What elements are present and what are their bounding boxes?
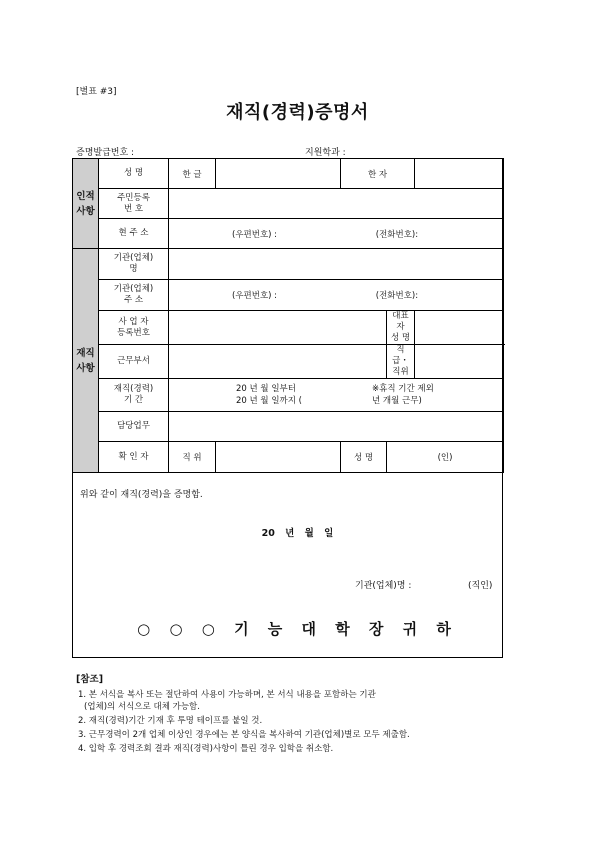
official-seal-label: (직인) — [468, 581, 493, 591]
employment-period-label-line2: 기 간 — [123, 395, 144, 405]
period-note-line1: ※휴직 기간 제외 — [372, 384, 434, 394]
work-section-header: 재직사항 — [73, 249, 99, 473]
ceo-name-label-line1: 대표자 — [392, 311, 409, 332]
business-number-label-line2: 등록번호 — [117, 327, 150, 338]
department-field[interactable] — [169, 345, 387, 379]
confirmer-name-field[interactable] — [387, 442, 504, 473]
page-title: 재직(경력)증명서 — [226, 102, 369, 123]
note-item: 1. 본 서식을 복사 또는 절단하여 사용이 가능하며, 본 서식 내용을 포함하는 기관 — [78, 690, 376, 700]
org-address-field[interactable] — [169, 280, 504, 311]
org-postal-code-label: (우편번호) : — [232, 291, 278, 301]
hanja-name-field[interactable] — [415, 159, 504, 189]
postal-code-label: (우편번호) : — [232, 229, 278, 240]
employment-period-field[interactable] — [169, 379, 504, 412]
rrn-label-line2: 번 호 — [123, 203, 144, 214]
org-address-label — [99, 280, 169, 311]
rrn-label-line1: 주민등록 — [117, 192, 150, 203]
org-address-label-line2: 주 소 — [123, 295, 144, 305]
org-name-label-line1: 기관(업체) — [113, 253, 154, 263]
note-item: 3. 근무경력이 2개 업체 이상인 경우에는 본 양식을 복사하여 기관(업체)별로 모두 제출함. — [78, 730, 410, 740]
hangul-name-field[interactable] — [216, 159, 341, 189]
note-item: 4. 입학 후 경력조회 결과 재직(경력)사항이 틀린 경우 입학을 취소함. — [78, 744, 334, 754]
org-address-label-line1: 기관(업체) — [113, 284, 154, 294]
issuing-org-label: 기관(업체)명 : — [355, 581, 412, 591]
confirmer-seal-label: (인) — [437, 453, 453, 463]
position-field[interactable] — [216, 442, 341, 473]
business-number-label — [99, 311, 169, 345]
org-name-label-line2: 명 — [129, 264, 138, 274]
business-number-label-line1: 사 업 자 — [118, 316, 149, 327]
certificate-form — [72, 158, 504, 473]
department-label: 지원학과 : — [305, 148, 346, 158]
org-phone-label: (전화번호): — [375, 291, 419, 301]
business-number-field[interactable] — [169, 311, 387, 345]
issue-date: 20 년 월 일 — [261, 528, 334, 539]
employment-period-label-line1: 재직(경력) — [113, 384, 154, 394]
hangul-label: 한 글 — [169, 159, 216, 189]
note-item: 2. 재직(경력)기간 기재 후 투명 테이프를 붙일 것. — [78, 716, 263, 726]
addressee-line: ○ ○ ○ 기 능 대 학 장 귀 하 — [137, 620, 458, 638]
rrn-field[interactable] — [169, 189, 504, 219]
ceo-name-label — [387, 311, 415, 345]
confirmer-name-label: 성 명 — [341, 442, 387, 473]
department-label: 근무부서 — [99, 345, 169, 379]
ceo-name-field[interactable] — [415, 311, 504, 345]
note-item: (업체)의 서식으로 대체 가능함. — [84, 702, 200, 712]
period-start-line: 20 년 월 일부터 — [236, 384, 296, 394]
period-note-line2: 년 개월 근무) — [372, 396, 422, 406]
certificate-number-label: 증명발급번호 : — [76, 148, 135, 158]
employment-period-label — [99, 379, 169, 412]
personal-section-header: 인적사항 — [73, 159, 99, 249]
statement-text: 위와 같이 재직(경력)을 증명함. — [80, 490, 203, 500]
duty-field[interactable] — [169, 412, 504, 442]
period-end-line: 20 년 월 일까지 ( — [236, 396, 302, 406]
form-reference: [별표 #3] — [76, 87, 117, 97]
name-label: 성 명 — [99, 159, 169, 189]
phone-label: (전화번호): — [375, 229, 419, 240]
org-name-field[interactable] — [169, 249, 504, 280]
confirmer-label: 확 인 자 — [99, 442, 169, 473]
hanja-label: 한 자 — [341, 159, 415, 189]
address-label: 현 주 소 — [99, 219, 169, 249]
duty-label: 담당업무 — [99, 412, 169, 442]
rank-label: 직급・직위 — [387, 345, 415, 379]
position-label: 직 위 — [169, 442, 216, 473]
rrn-label — [99, 189, 169, 219]
notes-heading: [참조] — [76, 674, 104, 685]
ceo-name-label-line2: 성 명 — [390, 333, 411, 343]
org-name-label — [99, 249, 169, 280]
rank-field[interactable] — [415, 345, 504, 379]
address-field[interactable] — [169, 219, 504, 249]
